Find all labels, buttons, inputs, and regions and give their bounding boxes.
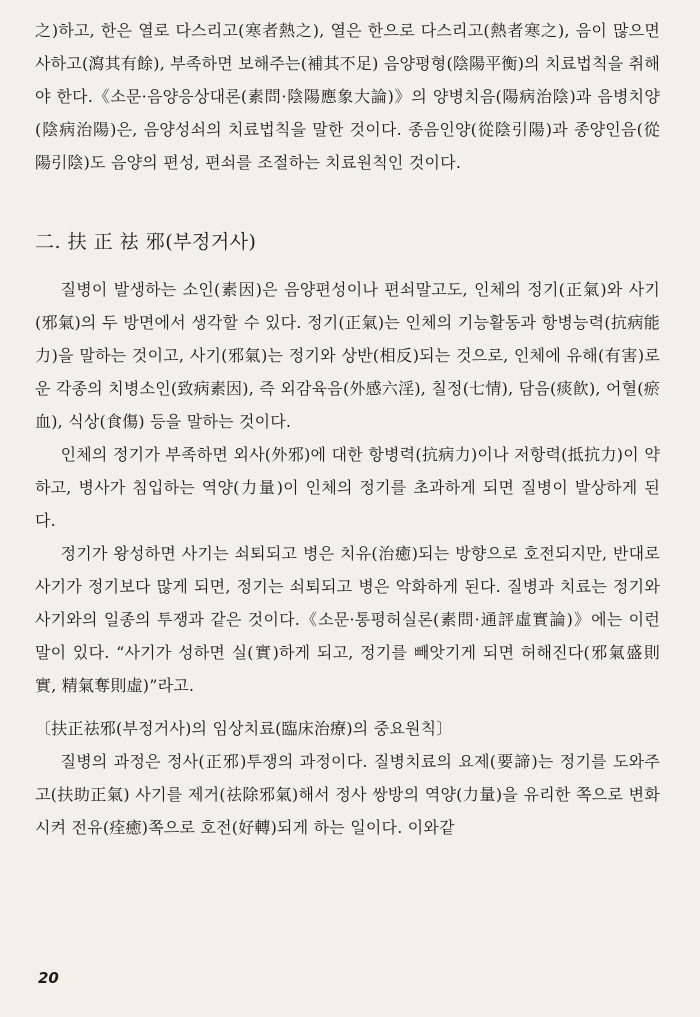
paragraph-body: 인체의 정기가 부족하면 외사(外邪)에 대한 항병력(抗病力)이나 저항력(抵抗力)이 약하고, 병사가 침입하는 역양(力量)이 인체의 정기를 초과하게 되면 질병이 발상하게 된다. xyxy=(35,445,660,530)
paragraph-body: 정기가 왕성하면 사기는 쇠퇴되고 병은 치유(治癒)되는 방향으로 호전되지만, 반대로 사기가 정기보다 많게 되면, 정기는 쇠퇴되고 병은 악화하게 된다. 질병과 치료는 정기와 사기와의 일종의 투쟁과 같은 것이다.《소문·통평허실론(素問·通評虛實論)》에는 이런 말이 있다. “사기가 성하면 실(實)하게 되고, 정기를 빼앗기게 되면 허해진다(邪氣盛則實, 精氣奪則虛)”라고. xyxy=(35,544,660,695)
page-number: 20 xyxy=(38,969,59,987)
subsection-heading: 〔扶正祛邪(부정거사)의 임상치료(臨床治療)의 중요원칙〕 xyxy=(35,719,453,738)
section-heading: 二. 扶 正 祛 邪(부정거사) xyxy=(35,231,257,253)
paragraph-intro: 之)하고, 한은 열로 다스리고(寒者熱之), 열은 한으로 다스리고(熱者寒之), 음이 많으면 사하고(瀉其有餘), 부족하면 보해주는(補其不足) 음양평형(陰陽平衡)의 치료법칙을 취해야 한다.《소문·음양응상대론(素問·陰陽應象大論)》의 양병치음(陽病治陰)과 음병치양(陰病治陽)은, 음양성쇠의 치료법칙을 말한 것이다. 종음인양(從陰引陽)과 종양인음(從陽引陰)도 음양의 편성, 편쇠를 조절하는 치료원칙인 것이다. xyxy=(35,21,660,172)
paragraph-body: 질병이 발생하는 소인(素因)은 음양편성이나 편쇠말고도, 인체의 정기(正氣)와 사기(邪氣)의 두 방면에서 생각할 수 있다. 정기(正氣)는 인체의 기능활동과 항병능력(抗病能力)을 말하는 것이고, 사기(邪氣)는 정기와 상반(相反)되는 것으로, 인체에 유해(有害)로운 각종의 치병소인(致病素因), 즉 외감육음(外感六淫), 칠정(七情), 담음(痰飮), 어혈(瘀血), 식상(食傷) 등을 말하는 것이다. xyxy=(35,280,660,431)
paragraph-body: 질병의 과정은 정사(正邪)투쟁의 과정이다. 질병치료의 요제(要諦)는 정기를 도와주고(扶助正氣) 사기를 제거(祛除邪氣)해서 정사 쌍방의 역양(力量)을 유리한 쪽으로 변화시켜 전유(痊癒)쪽으로 호전(好轉)되게 하는 일이다. 이와같 xyxy=(35,752,660,837)
